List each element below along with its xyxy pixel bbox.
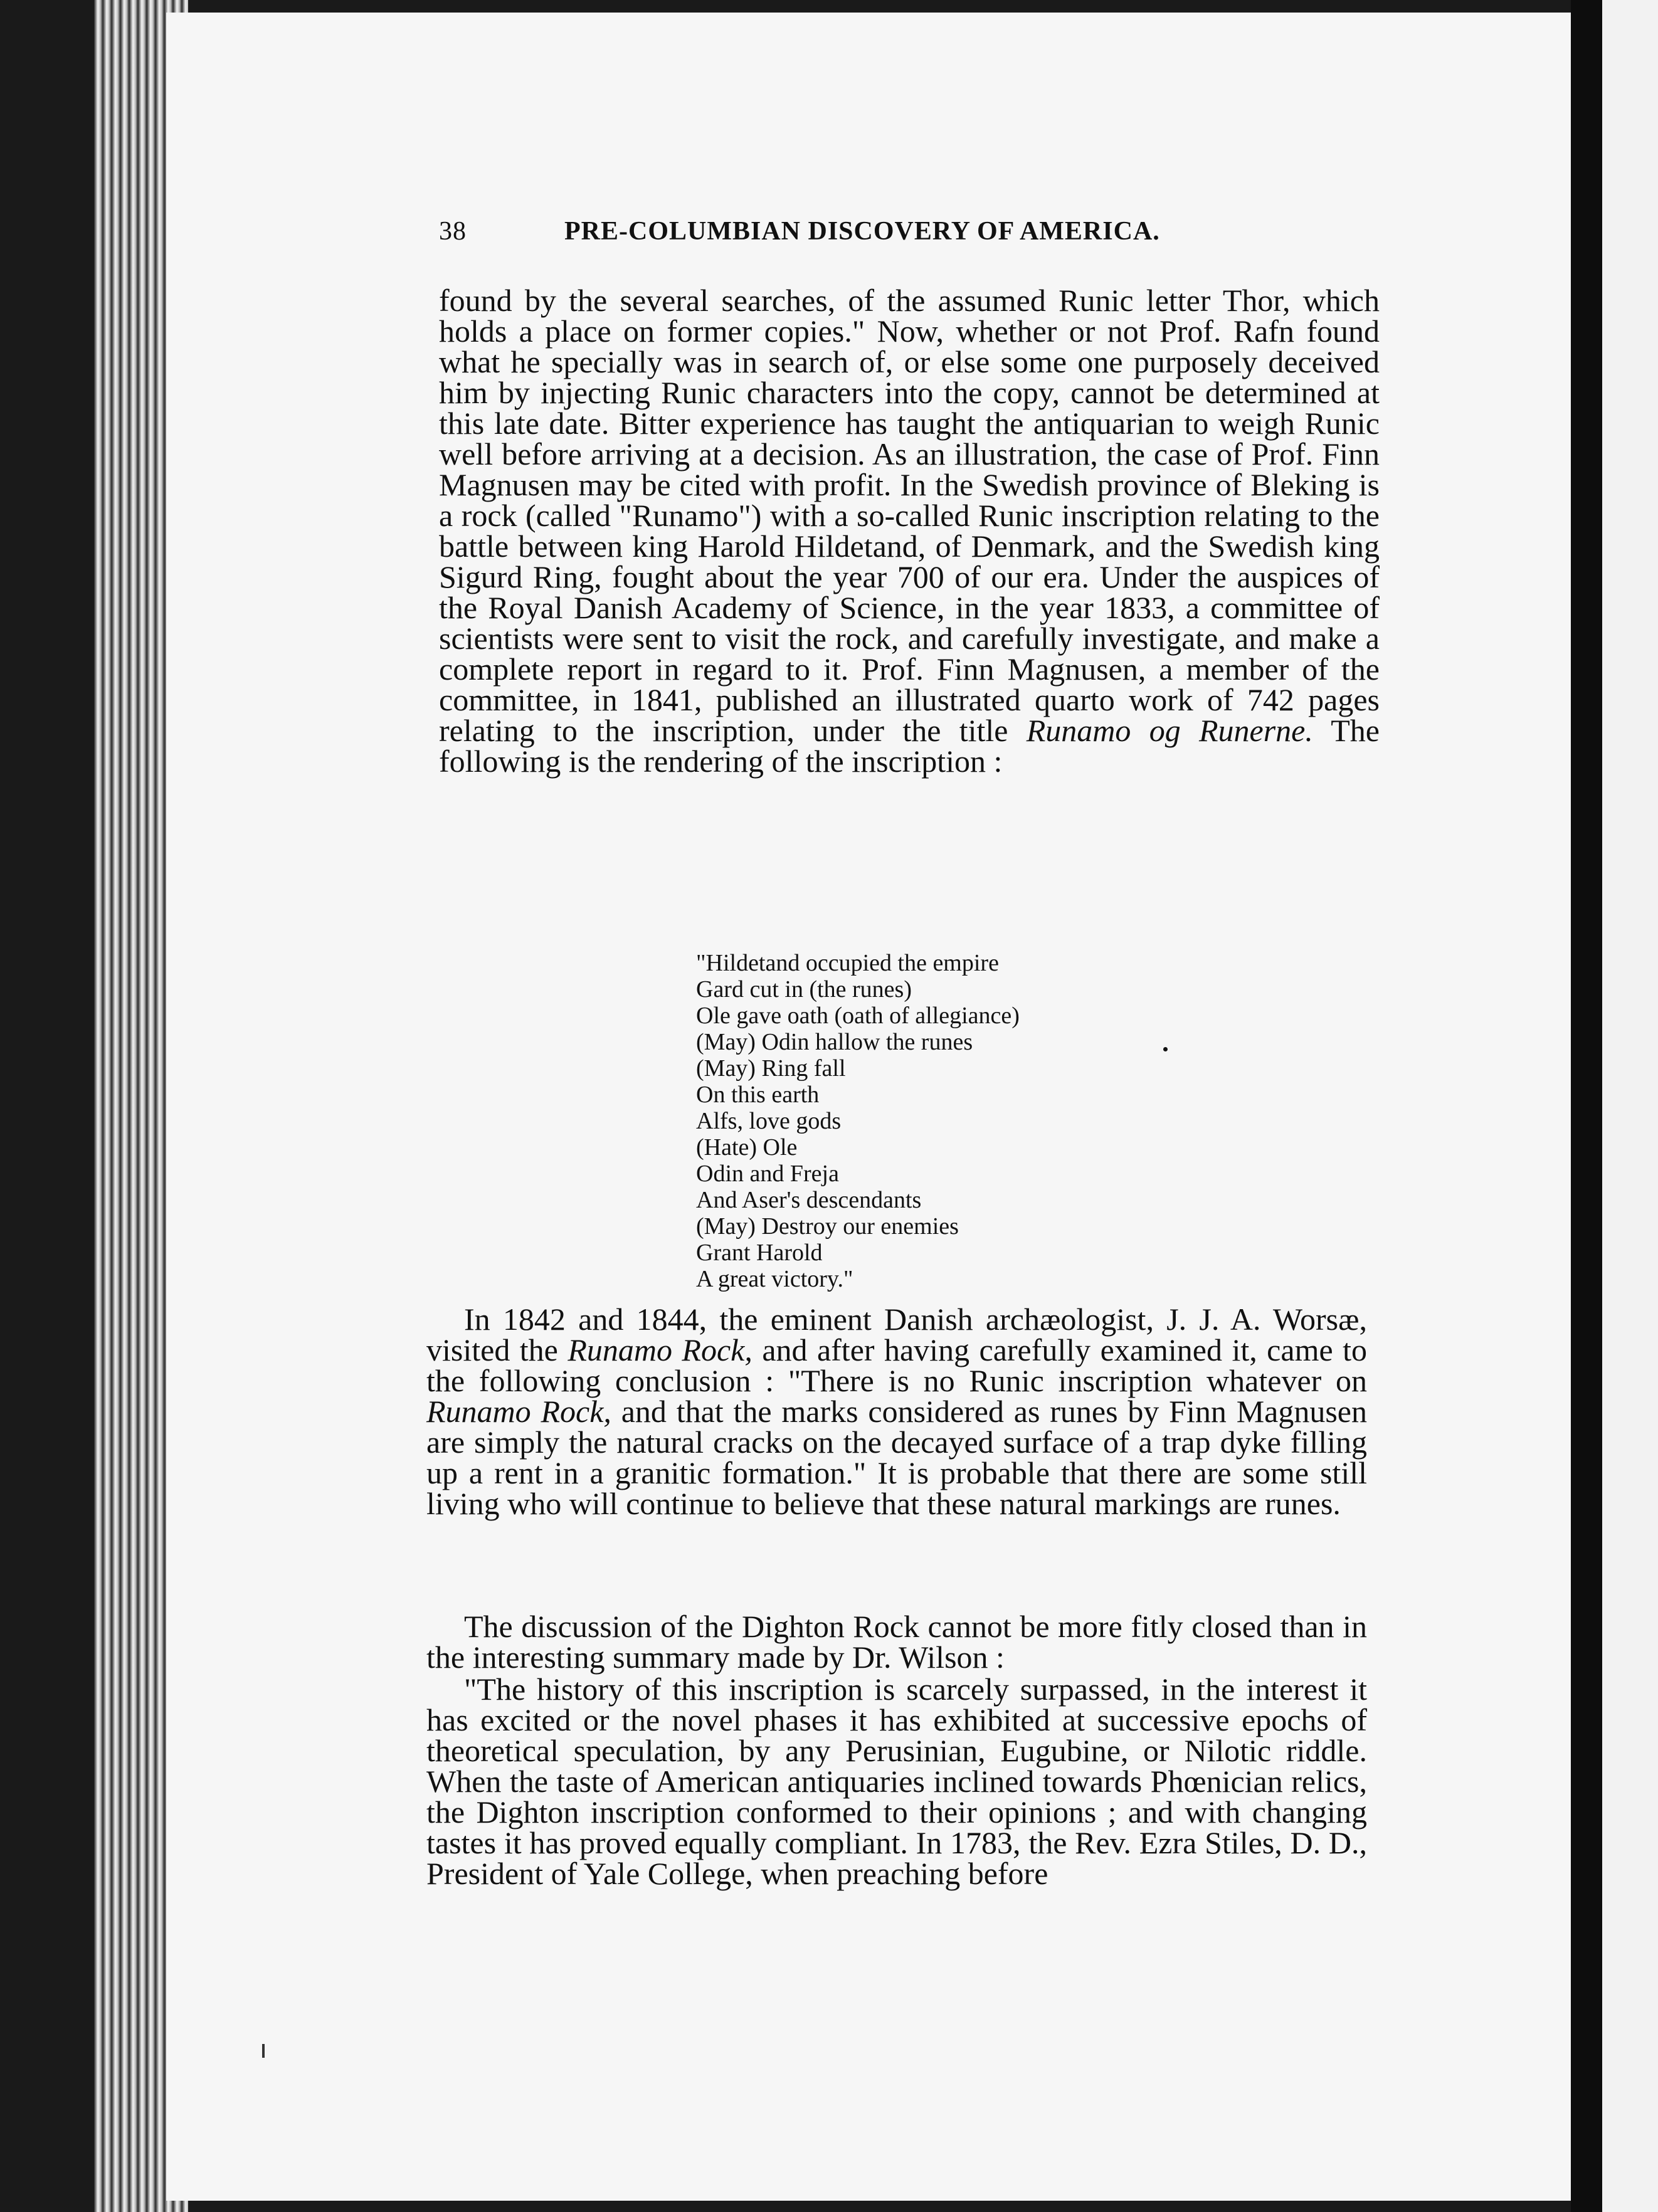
facing-page-edge	[1602, 0, 1658, 2212]
ink-mark	[262, 2044, 265, 2058]
verse-line: Alfs, love gods	[696, 1108, 842, 1134]
paragraph-4-text: "The history of this inscription is scarcely surpassed, in the interest it has excited or the novel phases it has exhibited at successive epochs of theoretical speculation, by any Perusinian, Eugubine, or Nilotic riddle. When the taste of American antiquaries inclined towards Phœnician relics, the Dighton inscription conformed to their opinions ; and with changing tastes it has proved equally compliant. In 1783, the Rev. Ezra Stiles, D. D., President of Yale College, when preaching before	[426, 1672, 1367, 1891]
paragraph-3-text: The discussion of the Dighton Rock cannot be more fitly closed than in the interesting summary made by Dr. Wilson :	[426, 1609, 1367, 1675]
paragraph-2-text-a: In 1842 and 1844, the eminent Danish archæologist, J. J. A. Worsæ, visited the	[426, 1302, 1367, 1367]
paragraph-4	[426, 1674, 1367, 1889]
verse-line: (May) Destroy our enemies	[696, 1213, 959, 1240]
verse-line: (May) Ring fall	[696, 1055, 846, 1082]
book-gutter	[1571, 0, 1602, 2212]
verse-line: (May) Odin hallow the runes	[696, 1029, 973, 1055]
ink-speck	[1163, 1047, 1168, 1051]
verse-line: (Hate) Ole	[696, 1134, 798, 1161]
paragraph-2	[426, 1304, 1367, 1519]
runamo-rock-italic-2: Runamo Rock,	[426, 1394, 611, 1429]
verse-line: "Hildetand occupied the empire	[696, 950, 999, 976]
verse-line: On this earth	[696, 1082, 820, 1108]
paragraph-3	[426, 1611, 1367, 1673]
paragraph-1-text: found by the several searches, of the assumed Runic letter Thor, which holds a place on former copies." Now, whether or not Prof. Rafn found what he specially was in search of, or else some one purposely deceived him by injecting Runic characters into the copy, cannot be determined at this late date. Bitter experience has taught the antiquarian to weigh Runic well before arriving at a decision. As an illustration, the case of Prof. Finn Magnusen may be cited with profit. In the Swedish province of Bleking is a rock (called "Runamo") with a so-called Runic inscription relating to the battle between king Harold Hildetand, of Denmark, and the Swedish king Sigurd Ring, fought about the year 700 of our era. Under the auspices of the Royal Danish Academy of Science, in the year 1833, a committee of scientists were sent to visit the rock, and carefully investigate, and make a complete report in regard to it. Prof. Finn Magnusen, a member of the committee, in 1841, published an illustrated quarto work of 742 pages relating to the inscription, under the title	[439, 283, 1380, 748]
inscription-verse	[696, 950, 1198, 1292]
paragraph-2-text-c: and that the marks considered as runes by Finn Magnusen are simply the natural cracks on the decayed surface of a trap dyke filling up a rent in a granitic formation." It is probable that there are some still living who will continue to believe that these natural markings are runes.	[426, 1394, 1367, 1521]
verse-line: Gard cut in (the runes)	[696, 976, 912, 1003]
verse-line: Grant Harold	[696, 1240, 823, 1266]
runamo-rock-italic-1: Runamo Rock,	[568, 1332, 752, 1367]
page-header	[439, 216, 1248, 260]
book-title-italic: Runamo og Runerne.	[1026, 713, 1313, 748]
verse-line: Odin and Freja	[696, 1161, 839, 1187]
verse-line: Ole gave oath (oath of allegiance)	[696, 1003, 1020, 1029]
verse-line: A great victory."	[696, 1266, 853, 1292]
verse-line: And Aser's descendants	[696, 1187, 922, 1213]
page-number: 38	[439, 217, 467, 246]
paragraph-1	[439, 285, 1380, 777]
paragraph-1-end: The following is the rendering of the inscription :	[439, 713, 1380, 779]
paragraph-2-text-b: and after having carefully examined it, came to the following conclusion : "There is no Runic inscription whatever on	[426, 1332, 1367, 1398]
running-title: PRE-COLUMBIAN DISCOVERY OF AMERICA.	[564, 217, 1160, 246]
